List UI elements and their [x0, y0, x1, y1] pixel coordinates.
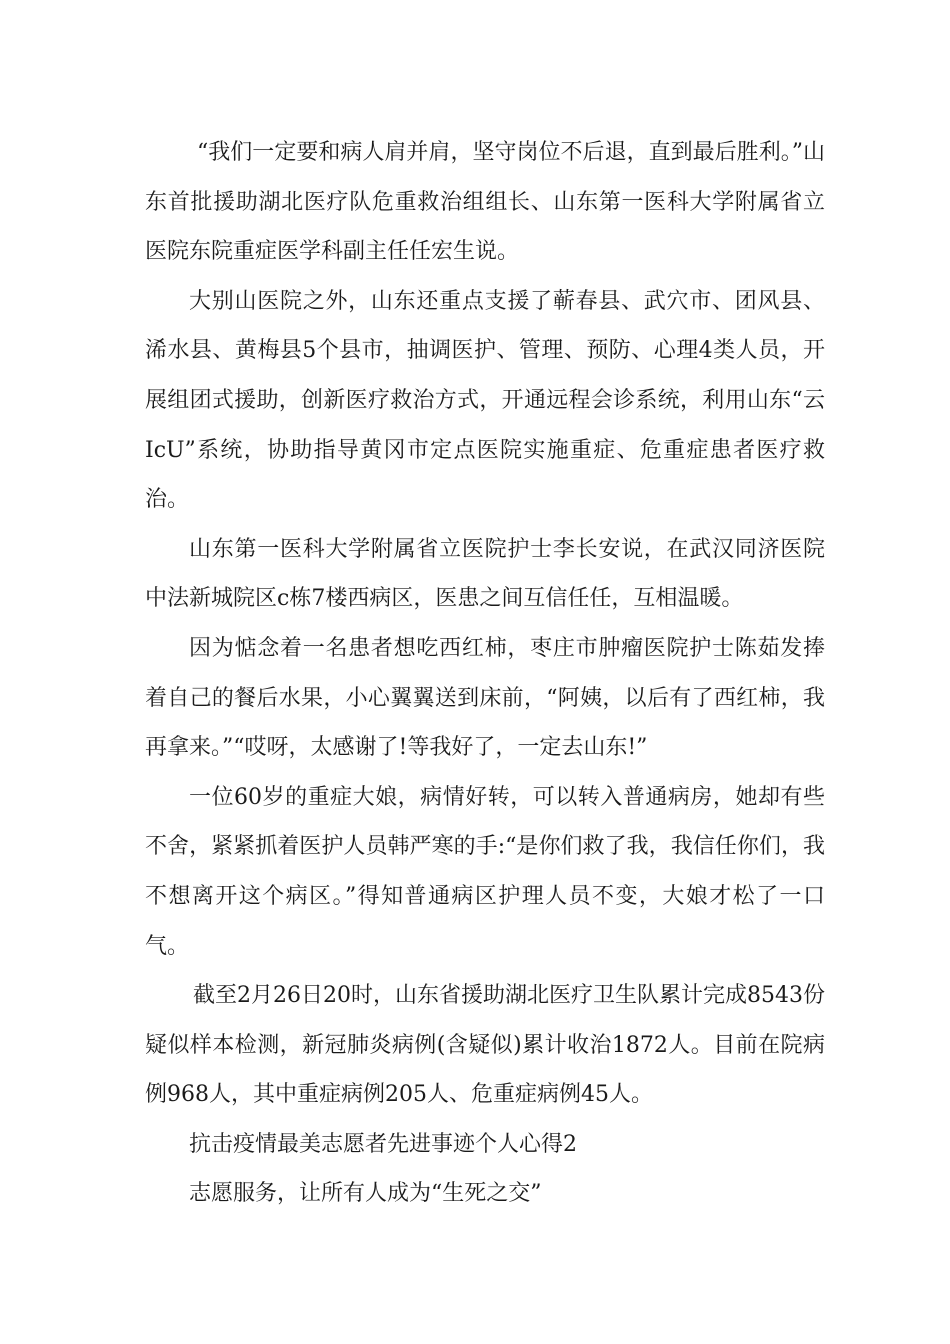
paragraph-elderly-patient: 一位60岁的重症大娘，病情好转，可以转入普通病房，她却有些不舍，紧紧抓着医护人员韩严寒的手:“是你们救了我，我信任你们，我不想离开这个病区。”得知普通病区护理人员不变，大娘才松了一口气。: [145, 784, 825, 959]
paragraph-nurse-li-changan: 山东第一医科大学附属省立医院护士李长安说，在武汉同济医院中法新城院区c栋7楼西病区，医患之间互信任任，互相温暖。: [145, 536, 825, 612]
paragraph-tomato-story: 因为惦念着一名患者想吃西红柿，枣庄市肿瘤医院护士陈茹发捧着自己的餐后水果，小心翼翼送到床前，“阿姨，以后有了西红柿，我再拿来。”“哎呀，太感谢了!等我好了，一定去山东!”: [145, 635, 825, 761]
paragraph-quote-ren-hongsheng: “我们一定要和病人肩并肩，坚守岗位不后退，直到最后胜利。”山东首批援助湖北医疗队危重救治组组长、山东第一医科大学附属省立医院东院重症医学科副主任任宏生说。: [145, 140, 825, 265]
subheading: 志愿服务，让所有人成为“生死之交”: [189, 1181, 542, 1207]
section-heading: 抗击疫情最美志愿者先进事迹个人心得2: [189, 1131, 577, 1157]
paragraph-support-counties: 大别山医院之外，山东还重点支援了蕲春县、武穴市、团风县、浠水县、黄梅县5个县市，抽调医护、管理、预防、心理4类人员，开展组团式援助，创新医疗救治方式，开通远程会诊系统，利用山东“云IcU”系统，协助指导黄冈市定点医院实施重症、危重症患者医疗救治。: [145, 288, 825, 513]
document-page: [145, 128, 825, 1219]
paragraph-statistics: 截至2月26日20时，山东省援助湖北医疗卫生队累计完成8543份疑似样本检测，新冠肺炎病例(含疑似)累计收治1872人。目前在院病例968人，其中重症病例205人、危重症病例45人。: [145, 983, 825, 1108]
